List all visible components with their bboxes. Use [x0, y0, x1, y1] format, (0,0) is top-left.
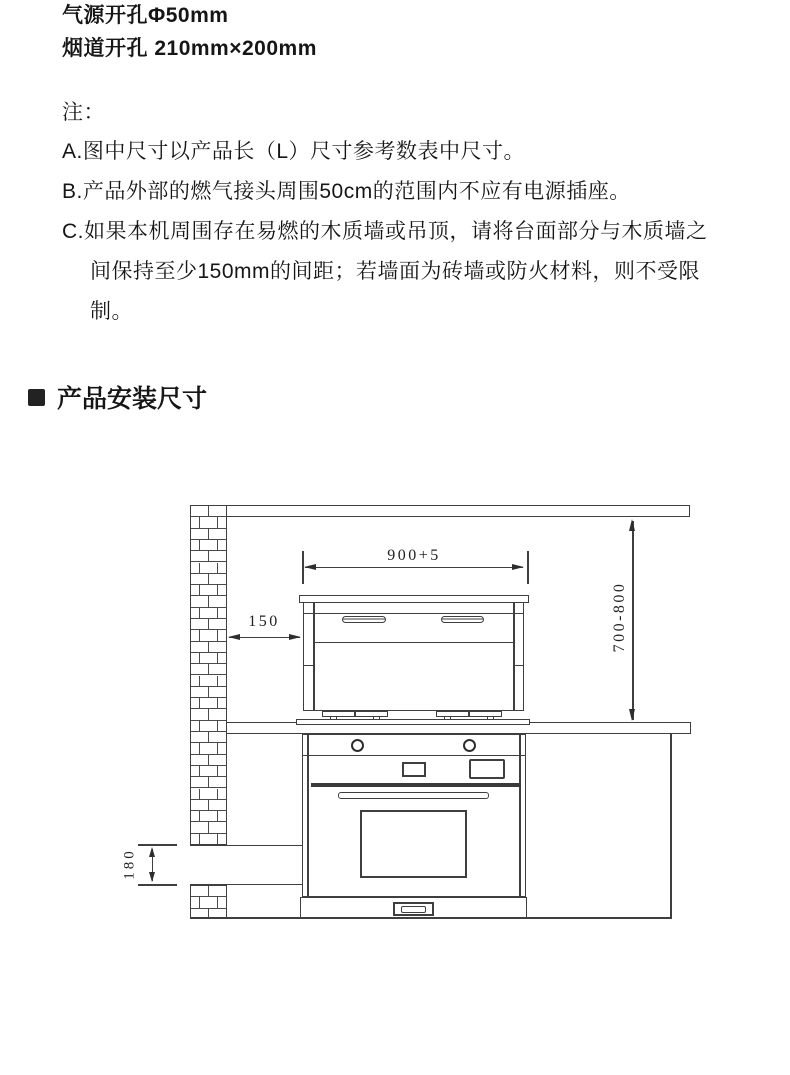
oven-window — [360, 810, 467, 878]
spec-gas-opening: 气源开孔Φ50mm — [62, 4, 229, 27]
burner-right-foot-a — [444, 716, 451, 720]
brick-wall-upper — [190, 505, 227, 845]
dim-height-line — [632, 521, 634, 720]
hood-slider-right — [441, 616, 484, 623]
dim-height-arrow-top — [629, 519, 635, 531]
control-display-small — [402, 762, 426, 777]
hood-panel-line — [314, 642, 514, 644]
ceiling-panel — [226, 505, 690, 517]
dim-base-ext-bottom — [138, 884, 177, 886]
burner-left-divider — [354, 711, 356, 717]
cabinet-right-side — [670, 734, 672, 918]
burner-right-foot-b — [487, 716, 494, 720]
oven-frame-right — [519, 734, 521, 897]
hood-body — [303, 602, 524, 711]
dim-width-label: 900+5 — [387, 547, 441, 564]
hood-top-band-line — [303, 613, 524, 615]
spec-flue-opening: 烟道开孔 210mm×200mm — [62, 37, 317, 60]
section-title: 产品安装尺寸 — [57, 385, 208, 413]
dim-base-arrow-bottom — [149, 872, 155, 882]
hood-side-tick-left — [303, 665, 314, 667]
note-line-a: A.图中尺寸以产品长（L）尺寸参考数表中尺寸。 — [62, 140, 526, 163]
burner-left-foot-a — [330, 716, 337, 720]
knob-panel-line — [302, 755, 526, 757]
note-line-c-wrap1: 间保持至少150mm的间距；若墙面为砖墙或防火材料，则不受限 — [90, 260, 701, 283]
burner-right-divider — [468, 711, 470, 717]
dim-clearance-arrow-right — [289, 634, 301, 640]
notes-label: 注： — [62, 101, 105, 124]
wall-recess — [190, 845, 302, 885]
dim-clearance-arrow-left — [228, 634, 240, 640]
hood-side-left — [313, 612, 315, 711]
note-line-c-wrap2: 制。 — [90, 300, 133, 323]
oven-frame-left — [307, 734, 309, 897]
dim-base-arrow-top — [149, 847, 155, 857]
knob-right — [463, 739, 476, 752]
dim-width-ext-right — [527, 551, 529, 584]
dim-width-arrow-left — [304, 564, 316, 570]
oven-handle — [338, 792, 489, 799]
hood-slider-left — [342, 616, 386, 623]
burner-left-foot-b — [373, 716, 380, 720]
oven-door-top-trim — [311, 783, 521, 787]
dim-width-arrow-right — [512, 564, 524, 570]
dim-clearance-label: 150 — [248, 613, 280, 630]
dim-base-ext-top — [138, 844, 177, 846]
drawer-handle-inner — [401, 906, 426, 913]
hood-side-tick-right — [513, 665, 524, 667]
control-display-large — [469, 759, 505, 779]
dim-base-label: 180 — [121, 848, 138, 880]
dim-height-arrow-bottom — [629, 709, 635, 721]
hood-side-right — [513, 612, 515, 711]
note-line-c: C.如果本机周围存在易燃的木质墙或吊顶，请将台面部分与木质墙之 — [62, 220, 708, 243]
note-line-b: B.产品外部的燃气接头周围50cm的范围内不应有电源插座。 — [62, 180, 631, 203]
dim-width-line — [305, 567, 523, 569]
knob-left — [351, 739, 364, 752]
dim-height-label: 700-800 — [611, 581, 628, 653]
brick-wall-lower — [190, 885, 227, 919]
